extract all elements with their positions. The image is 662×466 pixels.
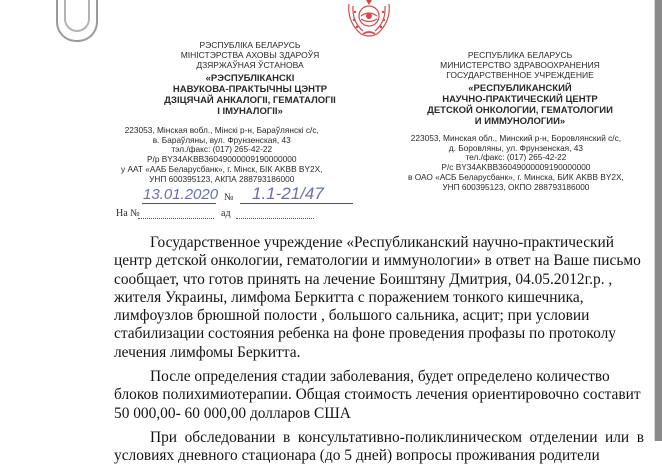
body-paragraph: При обследовании в консультативно-поликлиническом отделении или в условиях дневного стационара (до 5 дней) вопросы проживания родители [114, 428, 644, 465]
org-name-line: НАВУКОВА-ПРАКТЫЧНЫ ЦЭНТР [172, 84, 328, 95]
address-line: в ОАО «АСБ Беларусбанк», г. Минска, БИК AKBB BY2X, [408, 171, 624, 182]
ref-number-line [138, 218, 214, 219]
address-line: у ААТ «ААБ Беларусбанк», г. Мінск, БІК AKBB BY2X, [121, 163, 323, 174]
address-line: 223053, Мінская вобл., Мінскі р-н, Бараўлянскі с/с, [124, 125, 319, 135]
org-name-line: «РЕСПУБЛИКАНСКИЙ [468, 83, 572, 94]
org-name-line: ДЕТСКОЙ ОНКОЛОГИИ, ГЕМАТОЛОГИИ [427, 105, 613, 116]
header-line: МИНИСТЕРСТВО ЗДРАВООХРАНЕНИЯ [440, 60, 600, 70]
ref-date-line [236, 218, 314, 219]
header-line: РЭСПУБЛІКА БЕЛАРУСЬ [199, 40, 301, 50]
address-line: УНП 600395123, АКПА 288793186000 [149, 173, 295, 184]
address-line: Р/р BY34AKBB36049000009190000000 [146, 154, 297, 165]
org-name-line: НАУЧНО-ПРАКТИЧЕСКИЙ ЦЕНТР [442, 94, 598, 105]
address-line: тэл./факс: (017) 265-42-22 [171, 144, 273, 155]
org-name-line: «РЭСПУБЛІКАНСКІ [205, 73, 295, 84]
handwritten-number: 1.1-21/47 [252, 184, 324, 203]
address-line: д. Боровляны, ул. Фрунзенская, 43 [448, 142, 584, 153]
letter-body [114, 234, 644, 466]
address-line: в. Бараўляны, вул. Фрунзенская, 43 [152, 134, 291, 145]
body-paragraph: Государственное учреждение «Республиканский научно-практический центр детской онкологии, гематологии и иммунологии» в ответ на Ваше письмо сообщает, что готов принять на лечение Боиштяну Дмитрия, 04.05.2012г.р. , жителя Украины, лимфома Беркитта с поражением тонкого кишечника, лимфоузлов брюшной полости , большого сальника, асцит; при условии стабилизации состояния ребенка на фоне проведения профазы по протоколу лечения лимфомы Беркитта. [114, 234, 641, 361]
org-name-line: ДЗІЦЯЧАЙ АНКАЛОГІІ, ГЕМАТАЛОГІІ [164, 95, 336, 106]
ref-label: На № [116, 208, 140, 219]
scan-edge-line [654, 0, 655, 441]
scan-edge [655, 0, 662, 441]
header-line: ДЗЯРЖАЎНАЯ ЎСТАНОВА [196, 60, 304, 70]
handwritten-date: 13.01.2020 [143, 186, 219, 203]
body-paragraph: После определения стадии заболевания, будет определено количество блоков полихимиотерапии. Общая стоимость лечения ориентировочно составит 50 000,00- 60 000,00 долларов США [114, 368, 641, 422]
org-name-line: И ИММУНОЛОГИИ» [474, 116, 566, 127]
header-line: ГОСУДАРСТВЕННОЕ УЧРЕЖДЕНИЕ [446, 70, 594, 80]
date-underline [142, 203, 216, 204]
paper-clip-inner [64, 0, 90, 32]
ref-from-label: ад [221, 208, 231, 219]
address-line: 223053, Минская обл., Минский р-н, Боровлянский с/с, [410, 133, 622, 143]
left-address-block [121, 126, 322, 184]
right-address-block [408, 134, 624, 192]
header-line: РЕСПУБЛИКА БЕЛАРУСЬ [467, 50, 573, 60]
right-header [404, 50, 636, 127]
org-name-line: І ІМУНАЛОГІІ» [217, 106, 283, 117]
address-line: Р/с BY34AKBB36049000009190000000 [441, 162, 591, 173]
header-line: МІНІСТЭРСТВА АХОВЫ ЗДАРОЎЯ [180, 50, 320, 60]
address-line: УНП 600395123, ОКПО 288793186000 [442, 181, 590, 192]
number-sign: № [224, 192, 234, 203]
number-underline [240, 203, 353, 204]
left-header [120, 40, 380, 117]
state-emblem-icon [339, 0, 399, 40]
address-line: тел./факс: (017) 265-42-22 [465, 152, 567, 163]
